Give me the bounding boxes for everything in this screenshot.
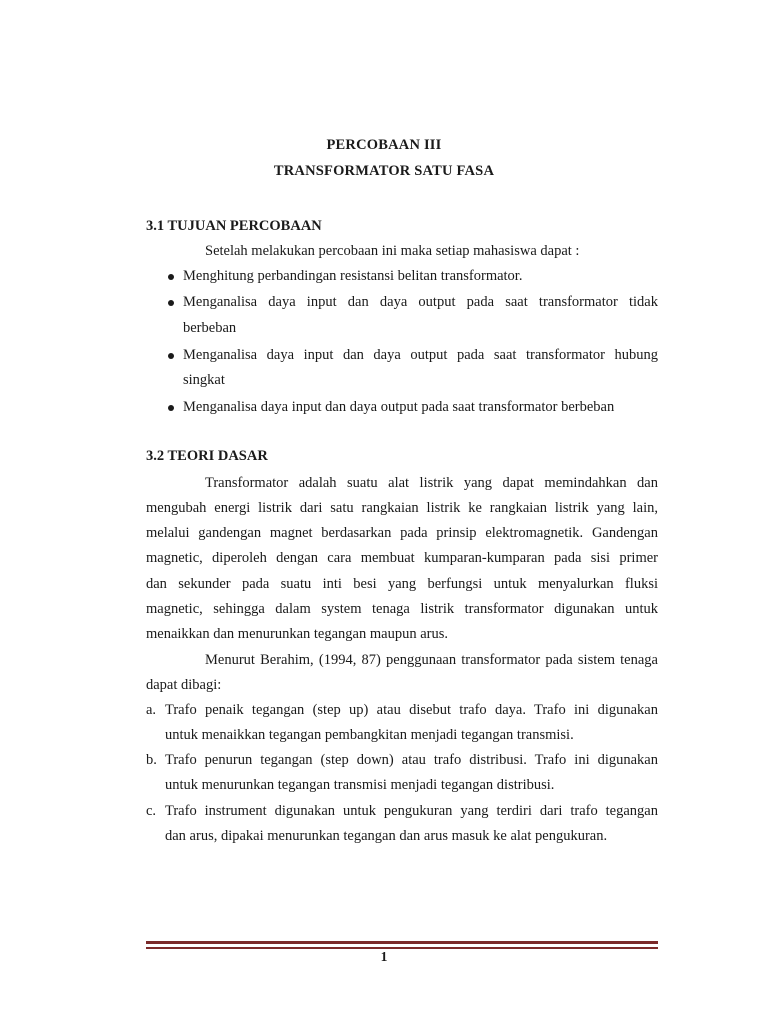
objective-item-text: berbeban bbox=[183, 320, 237, 336]
theory-paragraph-line: Transformator adalah suatu alat listrik yang dapat memindahkan dan bbox=[205, 475, 658, 491]
objectives-intro: Setelah melakukan percobaan ini maka setiap mahasiswa dapat : bbox=[205, 243, 580, 259]
objective-item-text: Menganalisa daya input dan daya output pada saat transformator tidak bbox=[183, 294, 658, 310]
experiment-number-title: PERCOBAAN III bbox=[326, 137, 442, 153]
list-item-text: Trafo instrument digunakan untuk pengukuran yang terdiri dari trafo tegangan bbox=[165, 803, 658, 819]
objective-item-text: Menganalisa daya input dan daya output pada saat transformator hubung bbox=[183, 347, 658, 363]
theory-paragraph-line: menaikkan dan menurunkan tegangan maupun arus. bbox=[146, 626, 448, 642]
experiment-title: TRANSFORMATOR SATU FASA bbox=[273, 163, 495, 179]
objective-item-text: Menghitung perbandingan resistansi belitan transformator. bbox=[183, 268, 523, 284]
bullet-icon bbox=[168, 274, 174, 280]
bullet-icon bbox=[168, 405, 174, 411]
list-item-text: dan arus, dipakai menurunkan tegangan dan arus masuk ke alat pengukuran. bbox=[165, 828, 608, 844]
bullet-icon bbox=[168, 300, 174, 306]
bullet-icon bbox=[168, 353, 174, 359]
list-marker: c. bbox=[146, 803, 157, 819]
list-marker: b. bbox=[146, 752, 157, 768]
list-item-text: untuk menaikkan tegangan pembangkitan menjadi tegangan transmisi. bbox=[165, 727, 574, 743]
objective-item-text: singkat bbox=[183, 372, 225, 388]
objective-item-text: Menganalisa daya input dan daya output pada saat transformator berbeban bbox=[183, 399, 615, 415]
theory-paragraph-line: dan sekunder pada suatu inti besi yang berfungsi untuk menyalurkan fluksi bbox=[146, 576, 658, 592]
theory-paragraph-line: mengubah energi listrik dari satu rangkaian listrik ke rangkaian listrik yang lain, bbox=[146, 500, 658, 516]
section-heading-objectives: 3.1 TUJUAN PERCOBAAN bbox=[146, 218, 322, 234]
theory-paragraph-line: dapat dibagi: bbox=[146, 677, 222, 693]
theory-paragraph-line: magnetic, diperoleh dengan cara membuat kumparan-kumparan pada sisi primer bbox=[146, 550, 658, 566]
footer-rule-thick bbox=[146, 941, 658, 944]
page-number: 1 bbox=[380, 949, 388, 964]
list-item-text: untuk menurunkan tegangan transmisi menjadi tegangan distribusi. bbox=[165, 777, 555, 793]
section-heading-theory: 3.2 TEORI DASAR bbox=[146, 448, 268, 464]
list-item-text: Trafo penaik tegangan (step up) atau disebut trafo daya. Trafo ini digunakan bbox=[165, 702, 658, 718]
theory-paragraph-line: melalui gandengan magnet berdasarkan pada prinsip elektromagnetik. Gandengan bbox=[146, 525, 658, 541]
theory-paragraph-line: Menurut Berahim, (1994, 87) penggunaan transformator pada sistem tenaga bbox=[205, 652, 658, 668]
list-marker: a. bbox=[146, 702, 157, 718]
theory-paragraph-line: magnetic, sehingga dalam system tenaga listrik transformator digunakan untuk bbox=[146, 601, 658, 617]
list-item-text: Trafo penurun tegangan (step down) atau trafo distribusi. Trafo ini digunakan bbox=[165, 752, 658, 768]
